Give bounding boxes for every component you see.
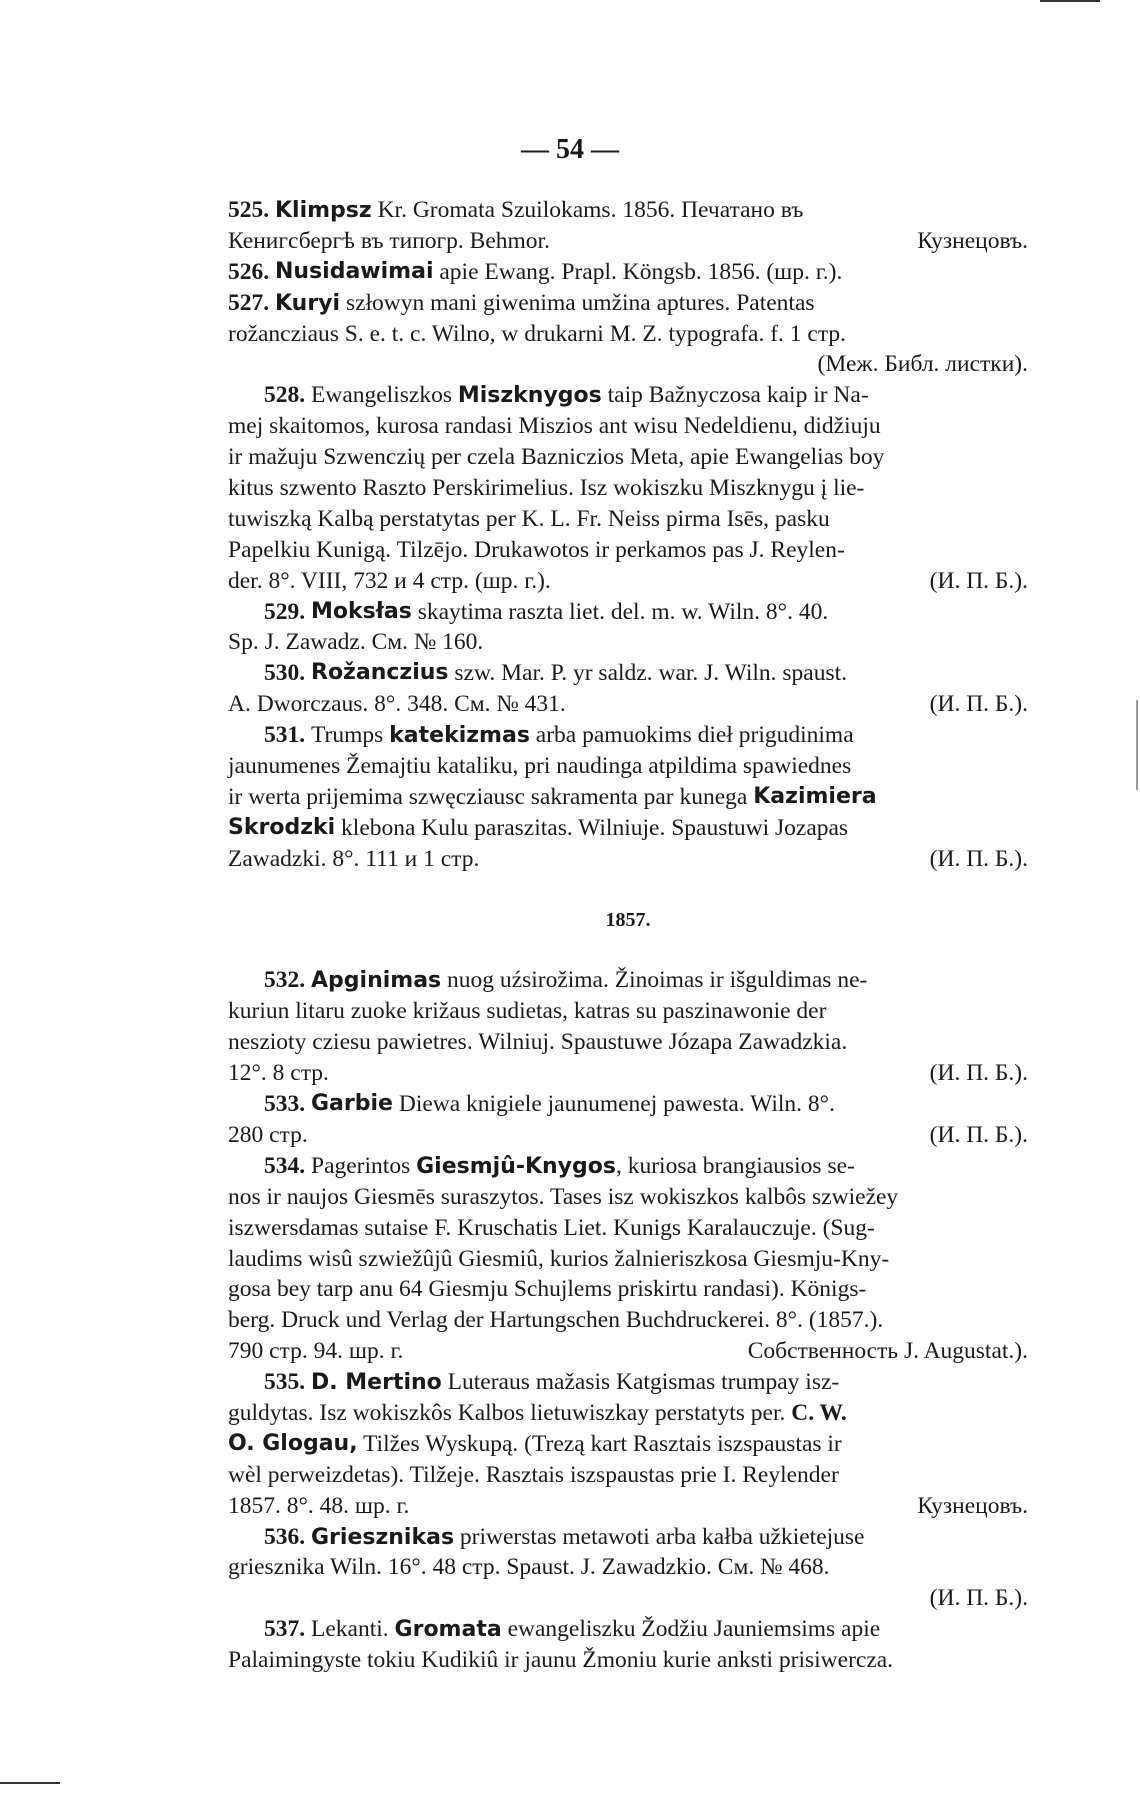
entry-number: 534. (264, 1152, 311, 1179)
line-segment: (Меж. Библ. листки). (817, 351, 1028, 378)
line-segment: wèl perweizdetas). Tilžeje. Rasztais iszspaustas prie I. Reylender (228, 1461, 839, 1488)
line-text (228, 1398, 847, 1429)
text-line (228, 1522, 1028, 1553)
entry-keyword: Kazimiera (753, 783, 877, 809)
text-line (228, 319, 1028, 350)
line-segment: szw. Mar. P. yr saldz. war. J. Wiln. spaust. (448, 660, 848, 687)
holding-reference: Кузнецовъ. (917, 227, 1028, 254)
entry-keyword: Apginimas (311, 968, 442, 994)
entry-keyword: Giesmjû-Knygos (416, 1153, 616, 1179)
entry-keyword: Nusidawimai (275, 258, 434, 284)
line-segment: Tilžes Wyskupą. (Trezą kart Rasztais iszspaustas ir (357, 1430, 842, 1457)
entry-number: 535. (264, 1369, 311, 1396)
line-text: der. 8°. VIII, 732 и 4 стр. (шр. г.). (228, 567, 551, 594)
text-line (228, 411, 1028, 442)
line-text: Кенигсбергѣ въ типогр. Behmor. (228, 227, 550, 254)
text-line (228, 1552, 1028, 1583)
line-segment: taip Bažnyczosa kaip ir Na- (601, 382, 869, 409)
entry-number: 530. (264, 660, 311, 687)
line-segment: Luteraus mažasis Katgismas trumpay isz- (441, 1369, 840, 1396)
line-segment: ir mažuju Szwenczių per czela Bazniczios Meta, apie Ewangelias boy (228, 444, 885, 471)
text-line (228, 597, 1028, 628)
text-line (228, 1460, 1028, 1491)
text-line (228, 844, 1028, 875)
text-line (228, 689, 1028, 720)
line-segment: (И. П. Б.). (929, 1585, 1028, 1612)
line-text (264, 1614, 880, 1645)
text-line (228, 1583, 1028, 1614)
line-segment: guldytas. Isz wokiszkôs Kalbos lietuwiszkay perstatyts per. (228, 1399, 792, 1426)
line-text: A. Dworczaus. 8°. 348. См. № 431. (228, 691, 566, 718)
text-line (228, 380, 1028, 411)
entry-keyword: D. Mertino (311, 1370, 442, 1396)
line-text: 12°. 8 стр. (228, 1060, 329, 1087)
text-line (228, 535, 1028, 566)
text-line (228, 813, 1028, 844)
text-line (228, 1089, 1028, 1120)
entry-number: 527. (228, 289, 275, 316)
text-line (228, 288, 1028, 319)
text-line (228, 1120, 1028, 1151)
text-line (228, 751, 1028, 782)
text-line (228, 996, 1028, 1027)
line-segment: nuog uźsirožima. Žinoimas ir išguldimas ne- (441, 967, 868, 994)
entry-keyword: Gromata (394, 1617, 502, 1643)
entry-number: 532. (264, 967, 311, 994)
holding-reference: (И. П. Б.). (929, 691, 1028, 718)
text-line (228, 782, 1028, 813)
text-line (228, 1336, 1028, 1367)
text-line (228, 658, 1028, 689)
holding-reference: Собственность J. Augustat.). (747, 1338, 1028, 1365)
line-segment: nos ir naujos Giesmēs suraszytos. Tases isz wokiszkos kalbôs szwiežey (228, 1183, 899, 1210)
text-line (228, 195, 1028, 226)
scan-mark-bottom (0, 1782, 60, 1784)
line-text (264, 1151, 855, 1182)
text-line (228, 349, 1028, 380)
entry-number: 537. (264, 1616, 311, 1643)
scan-mark-right (1136, 700, 1138, 790)
line-segment: Palaimingyste tokiu Kudikiû ir jaunu Žmoniu kurie anksti prisiwercza. (228, 1647, 894, 1674)
line-segment: jaunumenes Žemajtiu kataliku, pri naudinga atpildima spawiednes (228, 753, 852, 780)
line-segment: arba pamuokims dieł prigudinima (529, 722, 854, 749)
entry-keyword: Garbie (311, 1091, 393, 1117)
page-number: — 54 — (521, 134, 619, 165)
text-line (228, 504, 1028, 535)
line-text: Zawadzki. 8°. 111 и 1 стр. (228, 845, 480, 872)
text-line (228, 1429, 1028, 1460)
line-segment: priwerstas metawoti arba kałba užkietejuse (454, 1523, 865, 1550)
entry-number: 525. (228, 197, 275, 223)
text-line (228, 1614, 1028, 1645)
section-gap (228, 935, 1028, 965)
year-heading (228, 905, 1028, 936)
entry-keyword: Griesznikas (311, 1524, 455, 1550)
entry-keyword: Klimpsz (275, 198, 372, 223)
scan-mark-top (1040, 0, 1100, 2)
text-line (228, 566, 1028, 597)
line-segment: Lekanti. (311, 1616, 395, 1643)
bibliography-entries (228, 195, 1028, 1676)
text-line (228, 1274, 1028, 1305)
text-line (228, 1244, 1028, 1275)
text-line (228, 257, 1028, 288)
line-segment: kuriun litaru zuoke križaus sudietas, katras su paszinawonie der (228, 998, 827, 1025)
text-line (228, 1645, 1028, 1676)
text-line (228, 1213, 1028, 1244)
line-text (264, 1522, 864, 1553)
entry-number: 528. (264, 382, 311, 409)
holding-reference: (И. П. Б.). (929, 845, 1028, 872)
line-segment: iszwersdamas sutaise F. Kruschatis Liet. Kunigs Karalauczuje. (Sug- (228, 1214, 875, 1241)
section-gap (228, 875, 1028, 905)
text-line (228, 720, 1028, 751)
text-line (228, 1027, 1028, 1058)
line-segment: Ewangeliszkos (311, 382, 458, 409)
line-text: 1857. 8°. 48. шр. г. (228, 1492, 410, 1519)
line-segment: apie Ewang. Prapl. Köngsb. 1856. (шр. г.). (433, 258, 843, 285)
text-line (228, 1058, 1028, 1089)
line-segment: Pagerintos (311, 1152, 417, 1179)
line-segment: tuwiszką Kalbą perstatytas per K. L. Fr. Neiss pirma Isēs, pasku (228, 505, 830, 532)
line-segment: skaytima raszta liet. del. m. w. Wiln. 8°. 40. (411, 598, 829, 625)
line-segment: griesznika Wiln. 16°. 48 стр. Spaust. J. Zawadzkio. См. № 468. (228, 1554, 830, 1581)
entry-number: C. W. (791, 1399, 847, 1426)
entry-keyword: Rožanczius (311, 660, 449, 686)
holding-reference: Кузнецовъ. (917, 1492, 1028, 1519)
text-line (228, 1398, 1028, 1429)
line-segment: rožancziaus S. e. t. c. Wilno, w drukarni M. Z. typografa. f. 1 стр. (228, 320, 847, 347)
line-segment: gosa bey tarp anu 64 Giesmju Schujlems priskirtu randasi). Königs- (228, 1276, 867, 1303)
holding-reference: (И. П. Б.). (929, 567, 1028, 594)
line-text (228, 288, 815, 319)
line-segment: Papelkiu Kunigą. Tilzējo. Drukawotos ir perkamos pas J. Reylen- (228, 536, 845, 563)
text-line (228, 473, 1028, 504)
holding-reference: (И. П. Б.). (929, 1060, 1028, 1087)
line-segment: Trumps (311, 722, 390, 749)
line-segment: neszioty cziesu pawietres. Wilniuj. Spaustuwe Józapa Zawadzkia. (228, 1029, 848, 1056)
text-line (228, 1305, 1028, 1336)
text-line (228, 226, 1028, 257)
line-text (264, 720, 854, 751)
line-segment: berg. Druck und Verlag der Hartungschen Buchdruckerei. 8°. (1857.). (228, 1307, 884, 1334)
entry-keyword: Kuryi (275, 290, 341, 316)
line-segment: ewangeliszku Žodžiu Jauniemsims apie (501, 1616, 881, 1643)
line-text (264, 1367, 839, 1398)
line-segment: kitus szwento Raszto Perskirimelius. Isz wokiszku Miszknygu į lie- (228, 475, 865, 502)
entry-keyword: Miszknygos (457, 383, 602, 409)
entry-keyword: katekizmas (389, 723, 530, 749)
line-segment: klebona Kulu paraszitas. Wilniuje. Spaustuwi Jozapas (335, 814, 849, 841)
text-line (228, 627, 1028, 658)
holding-reference: (И. П. Б.). (929, 1121, 1028, 1148)
text-line (228, 442, 1028, 473)
entry-number: 536. (264, 1523, 311, 1550)
line-segment: , kuriosa brangiausios se- (615, 1152, 855, 1179)
line-segment: Diewa knigiele jaunumenej pawesta. Wiln. 8°. (392, 1091, 835, 1118)
line-text: 280 стр. (228, 1121, 308, 1148)
line-text (264, 965, 867, 996)
line-segment: laudims wisû szwiežûjû Giesmiû, kurios žalnieriszkosa Giesmju-Kny- (228, 1245, 890, 1272)
text-line (228, 1182, 1028, 1213)
text-line (228, 1491, 1028, 1522)
entry-number: 529. (264, 598, 311, 625)
line-segment: ir werta prijemima szwęcziausc sakramenta par kunega (228, 783, 754, 810)
text-line (228, 1151, 1028, 1182)
entry-number: 533. (264, 1091, 311, 1118)
text-line (228, 1367, 1028, 1398)
line-segment: mej skaitomos, kurosa randasi Miszios ant wisu Nedeldienu, didžiuju (228, 413, 881, 440)
entry-keyword: Moksłas (311, 598, 412, 624)
line-text (228, 195, 803, 226)
line-text (264, 380, 869, 411)
line-segment: szłowyn mani giwenima umžina aptures. Patentas (340, 289, 815, 316)
line-text: 790 стр. 94. шр. г. (228, 1338, 404, 1365)
entry-number: 526. (228, 258, 275, 285)
entry-number: 531. (264, 722, 311, 749)
year-label: 1857. (605, 908, 651, 931)
entry-keyword: O. Glogau, (228, 1430, 358, 1456)
line-segment: Kr. Gromata Szuilokams. 1856. Печатано въ (371, 197, 804, 223)
entry-keyword: Skrodzki (228, 814, 336, 840)
line-segment: Sp. J. Zawadz. См. № 160. (228, 629, 484, 656)
text-line (228, 965, 1028, 996)
